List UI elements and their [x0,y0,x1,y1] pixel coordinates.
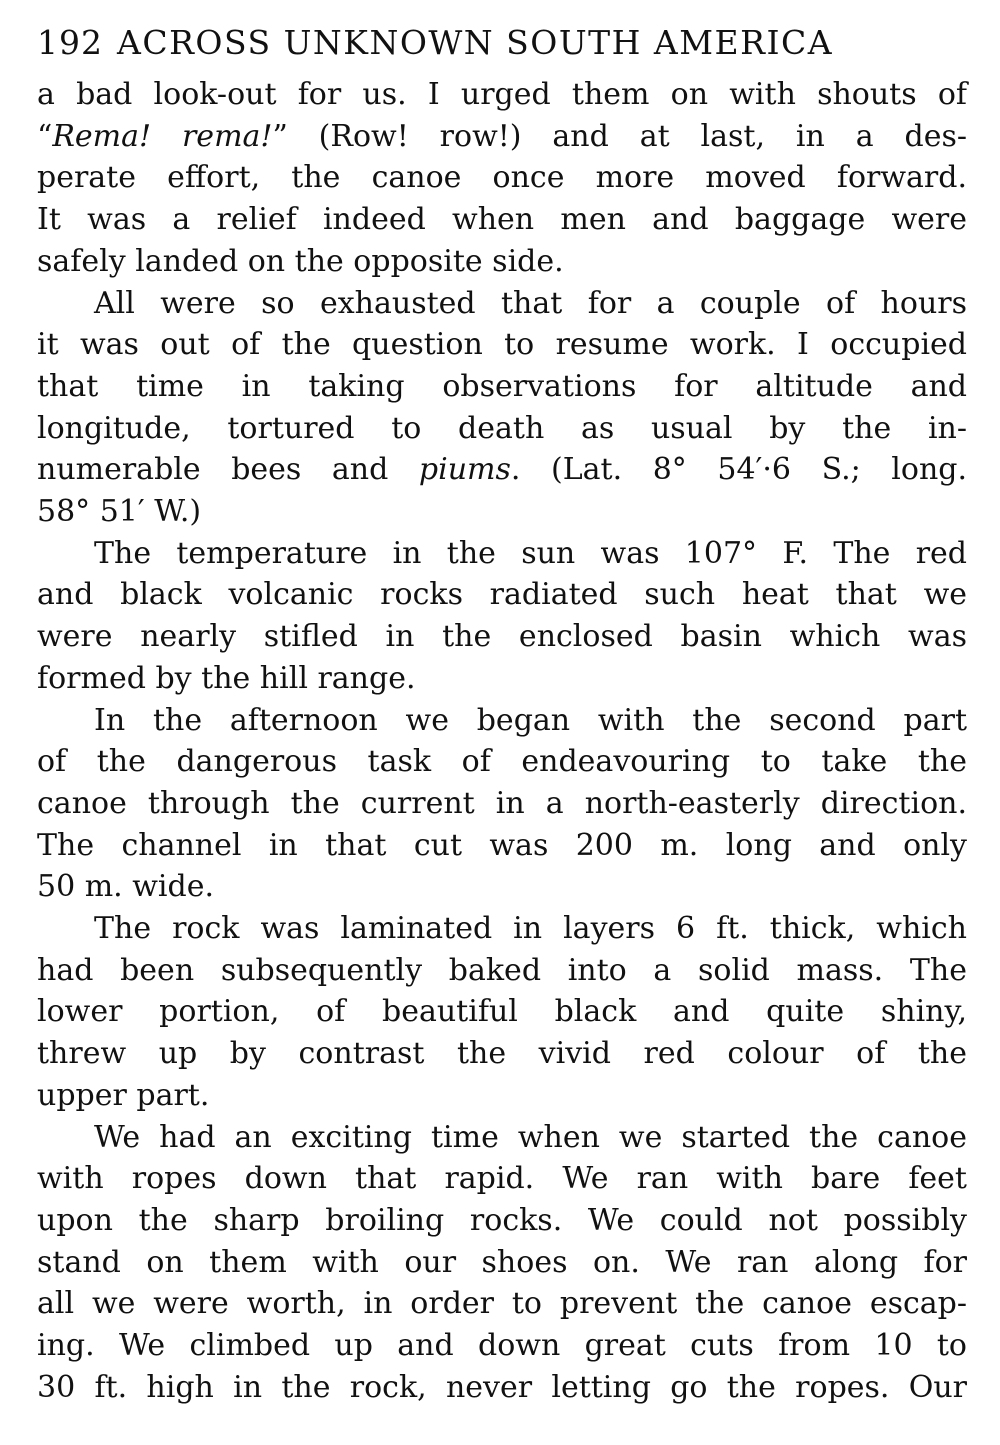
page-number: 192 [37,23,103,62]
text-line [37,116,967,158]
paragraph [37,1117,967,1409]
text-line: longitude, tortured to death as usual by the in- [37,410,967,446]
text-line: upon the sharp broiling rocks. We could not possibly [37,1202,967,1238]
text-line-segment: “Rema! rema!” (Row! row!) and at last, in a des- [37,118,967,154]
paragraph [37,74,967,283]
text-line: with ropes down that rapid. We ran with bare feet [37,1161,967,1197]
text-line: canoe through the current in a north-easterly direction. [37,785,967,821]
text-line: The rock was laminated in layers 6 ft. thick, which [94,911,967,947]
book-title: ACROSS UNKNOWN SOUTH AMERICA [117,23,834,62]
text-line: that time in taking observations for altitude and [37,368,967,404]
text-line: The channel in that cut was 200 m. long and only [37,827,967,863]
text-line: 58° 51′ W.) [37,494,202,530]
text-line: numerable bees and piums. (Lat. 8° 54′·6 S.; long. [37,452,968,488]
text-line: We had an exciting time when we started the canoe [94,1119,967,1155]
text-line: it was out of the question to resume work. I occupied [37,327,967,363]
text-line: All were so exhausted that for a couple of hours [94,285,967,321]
text-line: ing. We climbed up and down great cuts from 10 to [37,1328,967,1364]
text-line: were nearly stifled in the enclosed basin which was [37,619,967,655]
text-line: safely landed on the opposite side. [37,243,564,279]
paragraph [37,700,967,909]
text-line: upper part. [37,1077,210,1113]
text-line: all we were worth, in order to prevent the canoe escap- [37,1286,967,1322]
text-line: of the dangerous task of endeavouring to take the [37,744,967,780]
text-line: It was a relief indeed when men and baggage were [37,202,967,238]
text-line: formed by the hill range. [37,660,416,696]
text-line: a bad look-out for us. I urged them on with shouts of [37,77,967,112]
paragraph [37,283,967,533]
text-line: In the afternoon we began with the second part [94,702,967,738]
text-line: stand on them with our shoes on. We ran along for [37,1244,967,1280]
text-line: 30 ft. high in the rock, never letting go the ropes. Our [37,1369,967,1405]
paragraph [37,533,967,700]
text-line: and black volcanic rocks radiated such heat that we [37,577,967,613]
running-head [37,18,967,74]
text-line: perate effort, the canoe once more moved forward. [37,160,967,196]
text-line: lower portion, of beautiful black and quite shiny, [37,994,967,1030]
text-line: threw up by contrast the vivid red colour of the [37,1036,967,1072]
paragraph [37,908,967,1117]
text-line: had been subsequently baked into a solid mass. The [37,952,967,988]
book-page [37,18,967,1409]
text-line: The temperature in the sun was 107° F. The red [94,535,967,571]
text-line: 50 m. wide. [37,869,214,905]
body-text [37,74,967,1409]
